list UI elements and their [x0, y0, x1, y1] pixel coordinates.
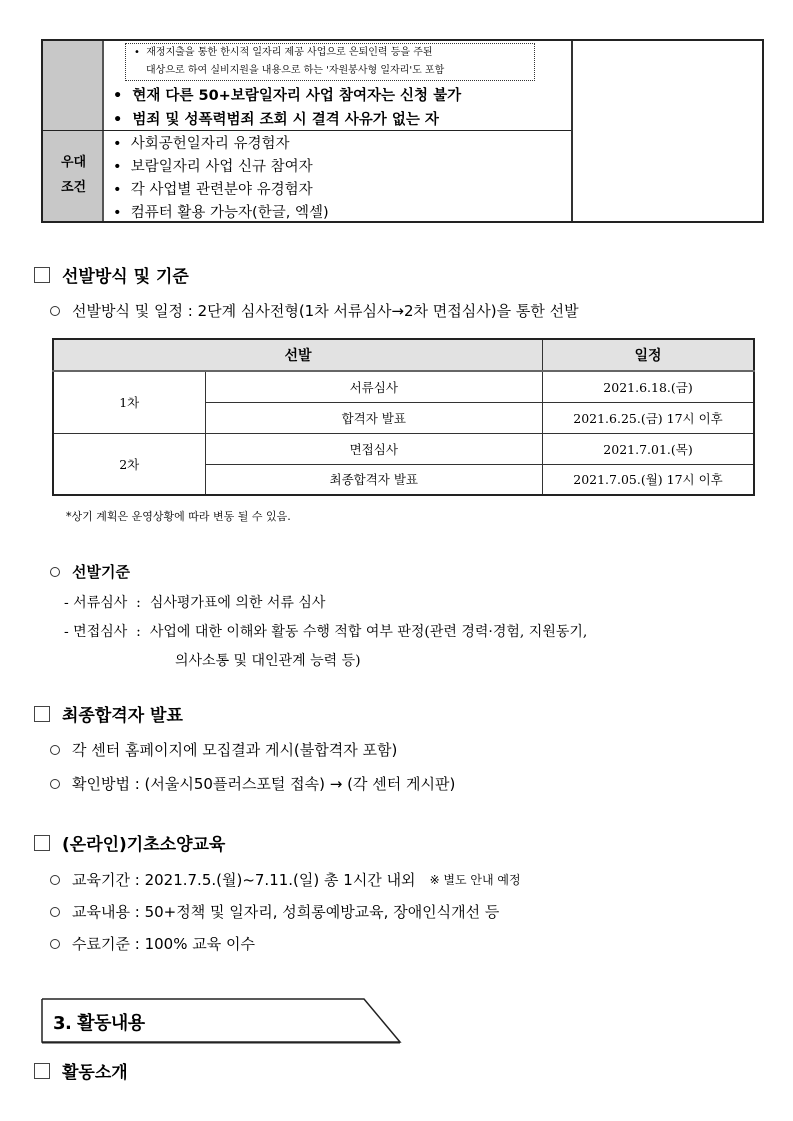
announcement-item [50, 739, 397, 760]
criteria-item [64, 592, 325, 612]
schedule-footnote: *상기 계획은 운영상황에 따라 변동 될 수 있음. [66, 510, 291, 523]
completion-value: 100% 교육 이수 [144, 935, 255, 953]
colon-separator: : [129, 934, 145, 953]
preference-item: • 사회공헌일자리 유경험자 [113, 136, 290, 152]
preference-label: 우대 [60, 155, 87, 170]
preference-item: • 각 사업별 관련분야 유경험자 [113, 182, 313, 198]
note-line: 대상으로 하여 실비지원을 내용으로 하는 '자원봉사형 일자리'도 포함 [146, 65, 445, 76]
requirement-text: 현재 다른 50+보람일자리 사업 참여자는 신청 불가 [132, 88, 462, 104]
preference-text: 각 사업별 관련분야 유경험자 [130, 182, 313, 198]
date-cell: 2021.7.05.(월) 17시 이후 [543, 464, 754, 495]
step-cell: 면접심사 [205, 433, 543, 464]
announcement-text: 각 센터 홈페이지에 모집결과 게시(불합격자 포함) [72, 741, 398, 759]
circle-bullet-icon [50, 875, 60, 885]
colon-separator: : [182, 301, 198, 320]
completion-label: 수료기준 [72, 935, 130, 953]
colon-separator: : [131, 624, 146, 640]
schedule-table [52, 338, 755, 496]
table-header-row [53, 339, 754, 371]
heading-text: 선발방식 및 기준 [62, 267, 189, 287]
note-line: 재정지출을 통한 한시적 일자리 제공 사업으로 은퇴인력 등을 주된 [146, 47, 433, 58]
checkbox-square-icon [34, 267, 50, 283]
step-cell: 서류심사 [205, 371, 543, 402]
checkbox-square-icon [34, 835, 50, 851]
education-content [50, 901, 499, 922]
table-row [53, 433, 754, 464]
stage-cell: 2차 [53, 433, 205, 495]
step-cell: 합격자 발표 [205, 402, 543, 433]
circle-bullet-icon [50, 907, 60, 917]
section-heading-final-announcement [34, 701, 183, 726]
row-divider [43, 130, 573, 131]
header-schedule: 일정 [543, 339, 754, 371]
checkbox-square-icon [34, 1063, 50, 1079]
preference-item: • 컴퓨터 활용 가능자(한글, 엑셀) [113, 205, 329, 221]
criteria-item [64, 621, 587, 641]
preference-label: 조건 [60, 180, 87, 195]
criteria-item-label: - 면접심사 [64, 624, 128, 640]
step-cell: 최종합격자 발표 [205, 464, 543, 495]
header-selection: 선발 [53, 339, 543, 371]
preference-text: 보람일자리 사업 신규 참여자 [130, 159, 313, 175]
announcement-text: 확인방법 : (서울시50플러스포털 접속) → (각 센터 게시판) [72, 775, 456, 793]
requirement-item: • 범죄 및 성폭력범죄 조회 시 결격 사유가 없는 자 [113, 112, 439, 128]
period-value: 2021.7.5.(월)~7.11.(일) 총 1시간 내외 [144, 871, 416, 889]
requirement-item: • 현재 다른 50+보람일자리 사업 참여자는 신청 불가 [113, 88, 462, 104]
bullet-icon: • [134, 47, 140, 58]
selection-method-line [50, 300, 579, 321]
method-value: 2단계 심사전형(1차 서류심사→2차 면접심사)을 통한 선발 [197, 302, 579, 320]
checkbox-square-icon [34, 706, 50, 722]
note-box [125, 43, 535, 81]
colon-separator: : [131, 595, 146, 611]
criteria-label: 선발기준 [72, 563, 130, 581]
date-cell: 2021.7.01.(목) [543, 433, 754, 464]
criteria-item-value: 사업에 대한 이해와 활동 수행 적합 여부 판정(관련 경력·경험, 지원동기, [149, 624, 588, 640]
section-heading-education [34, 830, 225, 855]
section-heading-selection [34, 262, 189, 287]
announcement-item [50, 773, 455, 794]
preference-text: 컴퓨터 활용 가능자(한글, 엑셀) [130, 205, 329, 221]
circle-bullet-icon [50, 939, 60, 949]
criteria-item-label: - 서류심사 [64, 595, 128, 611]
colon-separator: : [129, 902, 145, 921]
heading-text: 최종합격자 발표 [62, 706, 183, 726]
heading-text: 활동소개 [62, 1063, 128, 1083]
preference-item: • 보람일자리 사업 신규 참여자 [113, 159, 313, 175]
preference-text: 사회공헌일자리 유경험자 [130, 136, 290, 152]
circle-bullet-icon [50, 745, 60, 755]
education-period [50, 869, 521, 890]
criteria-heading [50, 561, 130, 582]
heading-text: (온라인)기초소양교육 [62, 835, 226, 855]
content-value: 50+정책 및 일자리, 성희롱예방교육, 장애인식개선 등 [144, 903, 500, 921]
stage-cell: 1차 [53, 371, 205, 433]
circle-bullet-icon [50, 779, 60, 789]
column-divider [571, 41, 573, 221]
section-banner [41, 998, 401, 1043]
colon-separator: : [129, 870, 145, 889]
criteria-item-value: 심사평가표에 의한 서류 심사 [149, 595, 326, 611]
eligibility-table [41, 39, 764, 223]
method-label: 선발방식 및 일정 [72, 302, 183, 320]
criteria-item-continuation: 의사소통 및 대인관계 능력 등) [175, 653, 361, 669]
banner-title: 3. 활동내용 [53, 1013, 145, 1034]
table-row [53, 371, 754, 402]
education-completion [50, 933, 255, 954]
circle-bullet-icon [50, 567, 60, 577]
content-label: 교육내용 [72, 903, 130, 921]
date-cell: 2021.6.25.(금) 17시 이후 [543, 402, 754, 433]
date-cell: 2021.6.18.(금) [543, 371, 754, 402]
requirement-text: 범죄 및 성폭력범죄 조회 시 결격 사유가 없는 자 [132, 112, 439, 128]
period-note: ※ 별도 안내 예정 [429, 873, 521, 887]
period-label: 교육기간 [72, 871, 130, 889]
circle-bullet-icon [50, 306, 60, 316]
section-heading-activity [34, 1058, 128, 1083]
